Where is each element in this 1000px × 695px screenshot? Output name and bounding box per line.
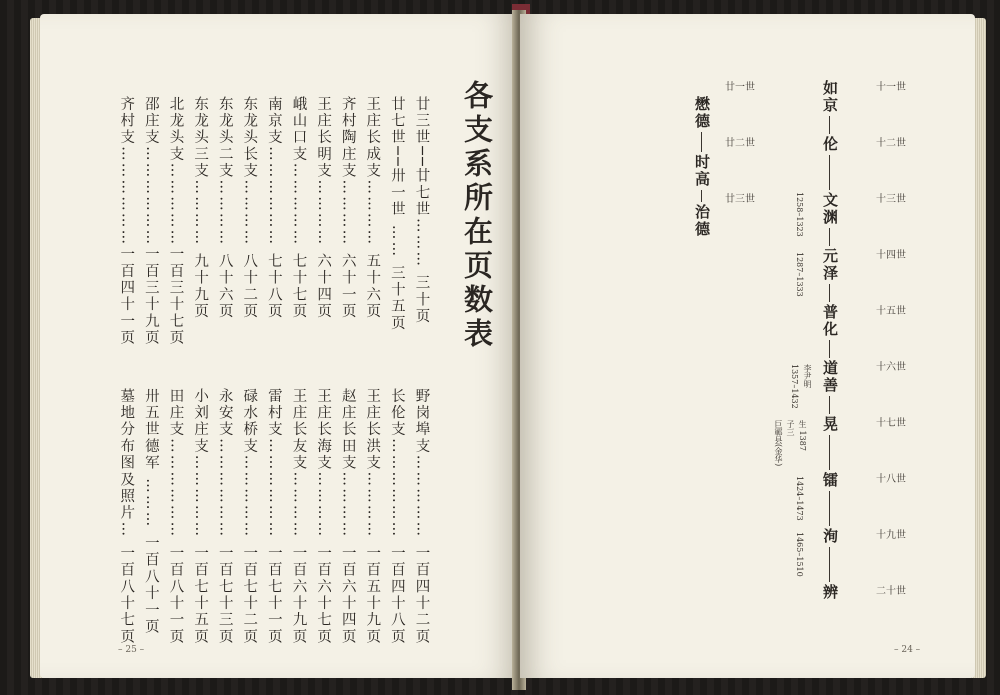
person-name: 时高 — [693, 154, 711, 188]
person-name: 辨 — [821, 584, 839, 601]
note-text: 1357–1432 — [790, 364, 799, 409]
index-entry: 王庄长海支………… 一百六十七页 — [315, 388, 332, 646]
index-entry: 碌水桥支…………… 一百七十二页 — [241, 388, 258, 646]
index-entry: 齐村支………………一百四十一页 — [118, 96, 135, 347]
index-entry: 东龙头长支………… 八十二页 — [241, 96, 258, 320]
index-entry: 雷村支……………… 一百七十一页 — [265, 388, 282, 646]
index-entry: 邵庄支………………一百三十九页 — [142, 96, 159, 347]
page-number: – 25 – — [118, 645, 145, 655]
lineage-connector — [829, 491, 830, 526]
generation-label: 十七世 — [876, 418, 906, 429]
generation-label: 廿二世 — [725, 138, 755, 149]
index-entry: 王庄长明支………… 六十四页 — [315, 96, 332, 320]
lineage-connector — [829, 435, 830, 470]
note-text: 巨鄆县(金华) — [774, 420, 783, 467]
lineage-connector — [829, 116, 830, 134]
year-note: 1287–1333 — [795, 252, 804, 297]
page-number: – 24 – — [894, 645, 921, 655]
index-entry: 东龙头三支………… 九十九页 — [192, 96, 209, 320]
lineage-connector — [829, 228, 830, 246]
generation-label: 十四世 — [876, 250, 906, 261]
person-name: 懋德 — [693, 96, 711, 130]
person-name: 伦 — [821, 136, 839, 153]
index-entry: 廿三世──廿七世……… 三十页 — [413, 96, 430, 326]
right-page — [520, 14, 975, 678]
generation-label: 十九世 — [876, 530, 906, 541]
year-note: 1424–1473 — [795, 476, 804, 521]
index-entry: 峨山口支…………… 七十七页 — [290, 96, 307, 320]
generation-label: 十六世 — [876, 362, 906, 373]
person-name: 普化 — [821, 304, 839, 338]
generation-label: 十八世 — [876, 474, 906, 485]
lineage-connector — [829, 284, 830, 302]
note-text: 子三 — [786, 420, 795, 436]
generation-label: 廿一世 — [725, 82, 755, 93]
lineage-connector — [829, 155, 830, 190]
index-entry: 王庄长友支………… 一百六十九页 — [290, 388, 307, 646]
generation-label: 十二世 — [876, 138, 906, 149]
index-entry: 廿七世──卅一世 …… 三十五页 — [388, 96, 405, 332]
index-entry: 赵庄长田支………… 一百六十四页 — [339, 388, 356, 646]
index-entry: 南京支……………… 七十八页 — [265, 96, 282, 320]
year-note: 1258–1323 — [795, 192, 804, 237]
generation-label: 十一世 — [876, 82, 906, 93]
year-note: 1465–1510 — [795, 532, 804, 577]
index-entry: 田庄支……………… 一百八十一页 — [167, 388, 184, 646]
person-name: 文渊 — [821, 192, 839, 226]
index-entry: 齐村陶庄支………… 六十一页 — [339, 96, 356, 320]
person-name: 道善 — [821, 360, 839, 394]
index-entry: 王庄长洪支………… 一百五十九页 — [364, 388, 381, 646]
person-name: 镭 — [821, 472, 839, 489]
lineage-connector — [829, 340, 830, 358]
generation-label: 二十世 — [876, 586, 906, 597]
generation-label: 十三世 — [876, 194, 906, 205]
index-entry: 小刘庄支…………… 一百七十五页 — [192, 388, 209, 646]
generation-label: 十五世 — [876, 306, 906, 317]
person-name: 洵 — [821, 528, 839, 545]
lineage-connector — [829, 396, 830, 414]
person-name: 如京 — [821, 80, 839, 114]
index-entry: 王庄长成支………… 五十六页 — [364, 96, 381, 320]
page-title: 各支系所在页数表 — [460, 80, 494, 352]
person-name: 元泽 — [821, 248, 839, 282]
lineage-connector — [701, 132, 702, 152]
note-text: 生 1387 — [798, 420, 807, 451]
index-entry: 野岗埠支…………… 一百四十二页 — [413, 388, 430, 646]
person-name: 晃 — [821, 416, 839, 433]
note-text: 李尹明 — [803, 364, 812, 388]
left-page — [40, 14, 518, 678]
lineage-connector — [829, 547, 830, 582]
person-name: 治德 — [693, 204, 711, 238]
index-entry: 北龙头支……………一百三十七页 — [167, 96, 184, 347]
generation-label: 廿三世 — [725, 194, 755, 205]
index-entry: 墓地分布图及照片… 一百八十七页 — [118, 388, 135, 646]
lineage-connector — [701, 190, 702, 202]
index-entry: 长伦支……………… 一百四十八页 — [388, 388, 405, 646]
index-entry: 卅五世德军 ……… 一百八十一页 — [142, 388, 159, 636]
index-entry: 东龙头二支………… 八十六页 — [216, 96, 233, 320]
index-entry: 永安支……………… 一百七十三页 — [216, 388, 233, 646]
